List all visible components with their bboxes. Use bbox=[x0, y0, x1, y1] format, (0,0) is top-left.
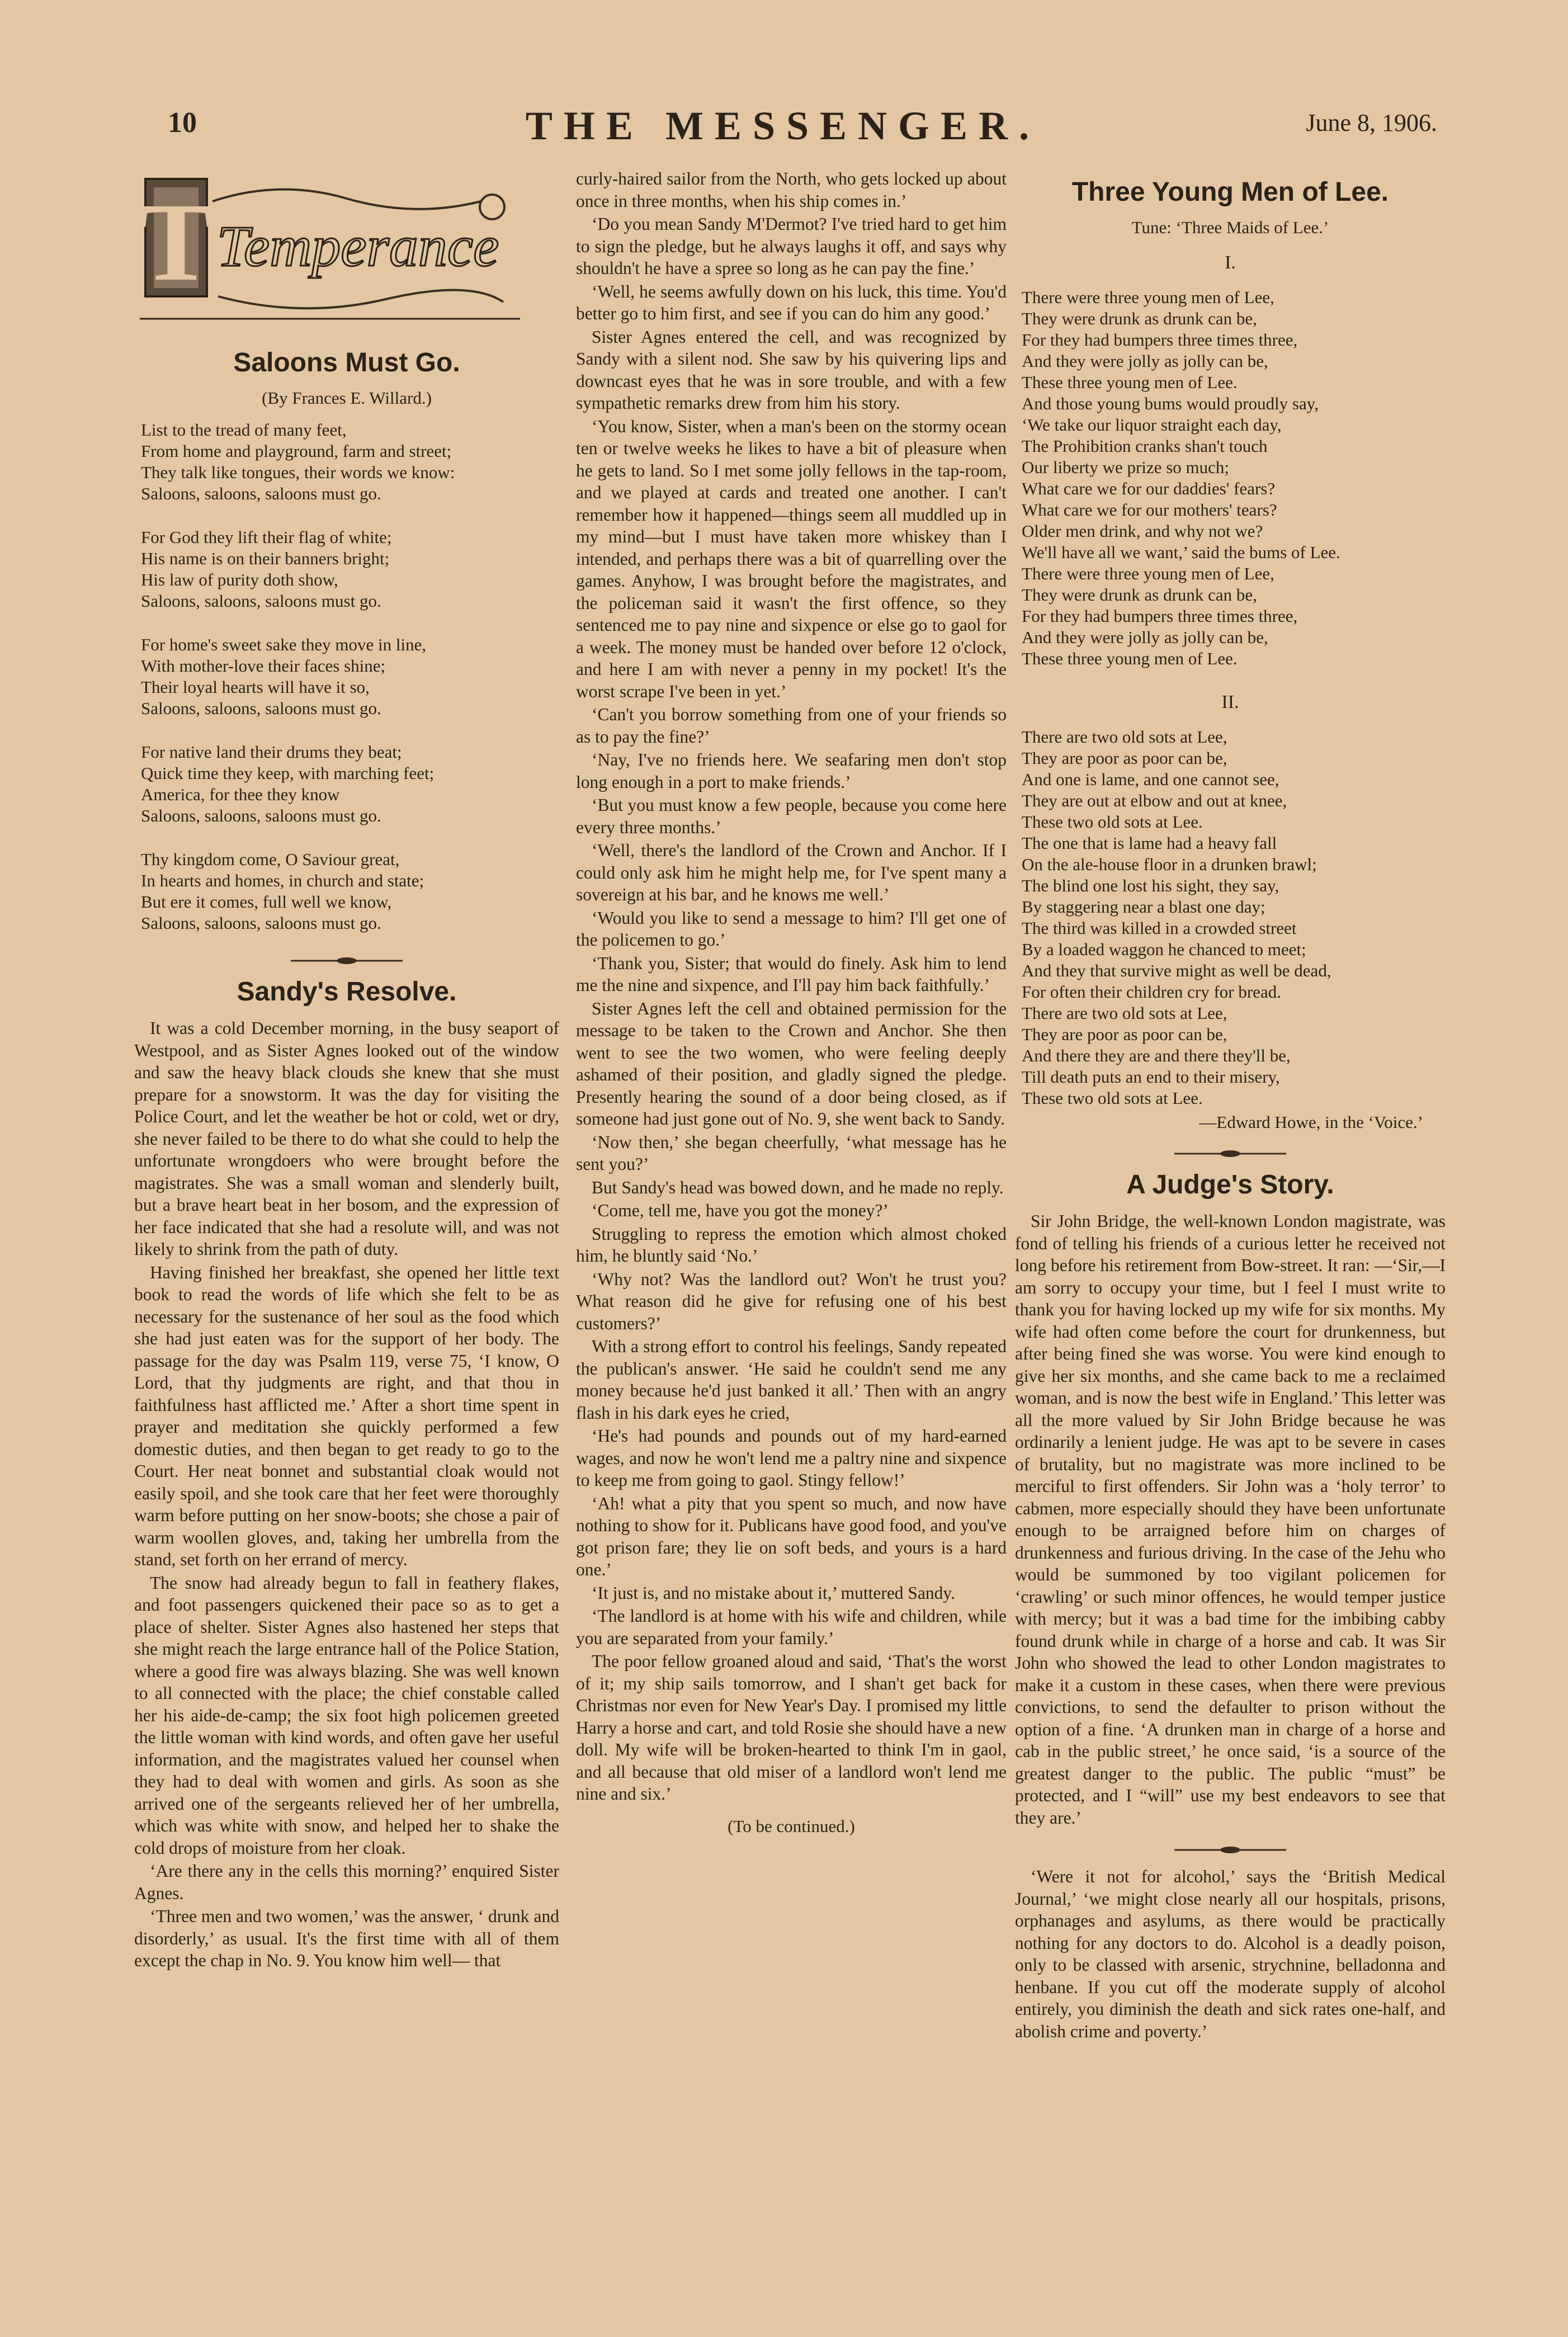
poem-line: On the ale-house floor in a drunken brawl; bbox=[1022, 854, 1317, 874]
poem-line: His law of purity doth show, bbox=[141, 570, 338, 589]
poem-line: What care we for our daddies' fears? bbox=[1022, 479, 1276, 498]
poem-line: They are poor as poor can be, bbox=[1022, 748, 1227, 768]
poem-line: The blind one lost his sight, they say, bbox=[1022, 876, 1279, 895]
paragraph: ‘Now then,’ she began cheerfully, ‘what message has he sent you?’ bbox=[576, 1132, 1007, 1174]
paragraph: ‘Nay, I've no friends here. We seafaring men don't stop long enough in a port to make friends.’ bbox=[576, 750, 1007, 792]
page-number: 10 bbox=[168, 107, 197, 139]
paragraph: ‘Why not? Was the landlord out? Won't he trust you? What reason did he give for refusing one of his best customers?’ bbox=[576, 1269, 1007, 1333]
stanza bbox=[134, 849, 559, 934]
page-header bbox=[0, 103, 1568, 151]
paragraph: ‘You know, Sister, when a man's been on the stormy ocean ten or twelve weeks he likes to have a bit of pleasure when he gets to land. So I met some jolly fellows in the tap-room, and we played at cards and treated one another. I can't remember how it happened—things seem all muddled up in my mind—but I must have taken more whiskey than I intended, and perhaps there was a bit of quarrelling over the games. Anyhow, I was brought before the magistrates, and the policeman said it wasn't the first offence, so they sentenced me to pay nine and sixpence or else go to gaol for a week. The money must be handed over before 12 o'clock, and here I am with never a penny in my pocket! It's the worst scrape I've been in yet.’ bbox=[576, 416, 1007, 701]
poem-line: For native land their drums they beat; bbox=[141, 742, 402, 762]
stanza bbox=[134, 742, 559, 827]
poem-line: For God they lift their flag of white; bbox=[141, 527, 392, 547]
paragraph: ‘The landlord is at home with his wife and children, while you are separated from your family.’ bbox=[576, 1606, 1007, 1648]
poem-line: America, for thee they know bbox=[141, 785, 340, 804]
lee-verse-1 bbox=[1015, 287, 1446, 669]
poem-line: For often their children cry for bread. bbox=[1022, 982, 1281, 1002]
logo-initial: T bbox=[139, 181, 214, 304]
paragraph: ‘But you must know a few people, because you come here every three months.’ bbox=[576, 795, 1007, 837]
column-1 bbox=[134, 168, 559, 1973]
paragraph: Sister Agnes entered the cell, and was recognized by Sandy with a silent nod. She saw by his quivering lips and downcast eyes that he was in sore trouble, and with a few sympathetic remarks drew from him his story. bbox=[576, 327, 1007, 413]
to-be-continued: (To be continued.) bbox=[728, 1816, 855, 1836]
saloons-byline: (By Frances E. Willard.) bbox=[262, 388, 432, 408]
lee-numeral-1: I. bbox=[1225, 252, 1236, 273]
poem-line: And they that survive might as well be dead, bbox=[1022, 961, 1331, 980]
poem-line: ‘We take our liquor straight each day, bbox=[1022, 415, 1282, 435]
bmj-text: ‘Were it not for alcohol,’ says the ‘British Medical Journal,’ ‘we might close nearly all our hospitals, prisons, orphanages and asylums, as there would be practically nothing for any doctors to do. Alcohol is a deadly poison, only to be classed with arsenic, strychnine, belladonna and henbane. If you cut off the moderate supply of alcohol entirely, you diminish the death and sick rates one-half, and abolish crime and poverty.’ bbox=[1015, 1867, 1446, 2041]
paragraph: But Sandy's head was bowed down, and he made no reply. bbox=[592, 1177, 1004, 1197]
logo-word: Temperance bbox=[216, 214, 499, 278]
stanza bbox=[134, 419, 559, 504]
divider bbox=[1015, 1845, 1446, 1854]
lee-numeral-2: II. bbox=[1221, 692, 1239, 712]
poem-line: Saloons, saloons, saloons must go. bbox=[141, 591, 381, 611]
poem-line: There are two old sots at Lee, bbox=[1022, 727, 1227, 747]
paragraph: ‘Thank you, Sister; that would do finely. Ask him to lend me the nine and sixpence, and I'll pay him back faithfully.’ bbox=[576, 953, 1007, 995]
poem-line: There were three young men of Lee, bbox=[1022, 287, 1274, 307]
column-2 bbox=[576, 168, 1007, 1848]
divider bbox=[1015, 1149, 1446, 1158]
paragraph: Struggling to repress the emotion which almost choked him, he bluntly said ‘No.’ bbox=[576, 1224, 1007, 1266]
poem-line: They are poor as poor can be, bbox=[1022, 1024, 1227, 1044]
paragraph: The snow had already begun to fall in feathery flakes, and foot passengers quickened their pace so as to get a place of shelter. Sister Agnes also hastened her steps that she might reach the large entrance hall of the Police Station, where a good fire was always blazing. She was well known to all connected with the place; the chief constable called her his aide-de-camp; the six foot high policemen greeted the little woman with kind words, and often gave her useful information, and the magistrates valued her counsel when they had to deal with women and girls. As soon as she arrived one of the sergeants relieved her of her umbrella, which was white with snow, and helped her to shake the cold drops of moisture from her cloak. bbox=[134, 1573, 559, 1858]
poem-line: By a loaded waggon he chanced to meet; bbox=[1022, 939, 1306, 959]
paragraph: With a strong effort to control his feelings, Sandy repeated the publican's answer. ‘He said he couldn't send me any money because he'd just banked it all.’ Then with an angry flash in his dark eyes he cried, bbox=[576, 1337, 1007, 1423]
paragraph: ‘Three men and two women,’ was the answer, ‘ drunk and disorderly,’ as usual. It's the first time with all of them except the chap in No. 9. You know him well— that bbox=[134, 1906, 559, 1970]
saloons-poem bbox=[134, 419, 559, 934]
poem-line: They are out at elbow and out at knee, bbox=[1022, 791, 1287, 810]
paragraph: ‘It just is, and no mistake about it,’ muttered Sandy. bbox=[592, 1583, 956, 1603]
poem-line: And one is lame, and one cannot see, bbox=[1022, 769, 1279, 789]
paragraph: ‘Are there any in the cells this morning?’ enquired Sister Agnes. bbox=[134, 1861, 559, 1903]
paragraph: Sister Agnes left the cell and obtained permission for the message to be taken to the Crown and Anchor. She then went to see the two women, who were feeling deeply ashamed of their position, and gladly signed the pledge. Presently hearing the sound of a door being closed, as if someone had just gone out of No. 9, she went back to Sandy. bbox=[576, 998, 1007, 1129]
poem-line: Thy kingdom come, O Saviour great, bbox=[141, 849, 400, 869]
column-3 bbox=[1015, 168, 1446, 2043]
poem-line: For they had bumpers three times three, bbox=[1022, 330, 1298, 350]
poem-line: The third was killed in a crowded street bbox=[1022, 918, 1297, 938]
sandy-story-part1 bbox=[134, 1017, 559, 1972]
poem-line: Till death puts an end to their misery, bbox=[1022, 1067, 1280, 1087]
saloons-title: Saloons Must Go. bbox=[233, 348, 460, 377]
poem-line: They were drunk as drunk can be, bbox=[1022, 585, 1257, 605]
poem-line: The one that is lame had a heavy fall bbox=[1022, 833, 1277, 853]
poem-line: Quick time they keep, with marching feet; bbox=[141, 763, 434, 783]
poem-line: Saloons, saloons, saloons must go. bbox=[141, 806, 381, 825]
stanza bbox=[134, 527, 559, 612]
poem-line: These two old sots at Lee. bbox=[1022, 1088, 1203, 1108]
poem-line: But ere it comes, full well we know, bbox=[141, 892, 392, 912]
poem-line: Our liberty we prize so much; bbox=[1022, 457, 1230, 477]
poem-line: By staggering near a blast one day; bbox=[1022, 897, 1265, 917]
poem-line: Saloons, saloons, saloons must go. bbox=[141, 698, 381, 718]
poem-line: Their loyal hearts will have it so, bbox=[141, 677, 370, 697]
masthead: THE MESSENGER. bbox=[525, 103, 1041, 148]
poem-line: His name is on their banners bright; bbox=[141, 549, 390, 568]
sandy-title: Sandy's Resolve. bbox=[237, 977, 457, 1007]
poem-line: We'll have all we want,’ said the bums of Lee. bbox=[1022, 542, 1340, 562]
paragraph: ‘He's had pounds and pounds out of my hard-earned wages, and now he won't lend me a paltry nine and sixpence to keep me from going to gaol. Stingy fellow!’ bbox=[576, 1426, 1007, 1490]
poem-line: In hearts and homes, in church and state; bbox=[141, 871, 424, 890]
poem-line: What care we for our mothers' tears? bbox=[1022, 500, 1277, 520]
poem-line: And they were jolly as jolly can be, bbox=[1022, 351, 1268, 371]
poem-line: And they were jolly as jolly can be, bbox=[1022, 627, 1268, 647]
paragraph: ‘Do you mean Sandy M'Dermot? I've tried hard to get him to sign the pledge, but he always laughs it off, and says why shouldn't he have a spree so long as he can pay the fine.’ bbox=[576, 214, 1007, 278]
paragraph: ‘Well, there's the landlord of the Crown and Anchor. If I could only ask him he might help me, for I've spent many a sovereign at his bar, and he knows me well.’ bbox=[576, 841, 1007, 904]
lee-verse-2 bbox=[1015, 726, 1446, 1109]
paragraph: ‘Can't you borrow something from one of your friends so as to pay the fine?’ bbox=[576, 705, 1007, 747]
poem-line: They were drunk as drunk can be, bbox=[1022, 309, 1257, 328]
lee-tune: Tune: ‘Three Maids of Lee.’ bbox=[1131, 218, 1329, 237]
divider bbox=[134, 956, 559, 965]
poem-line: For home's sweet sake they move in line, bbox=[141, 635, 427, 654]
poem-line: These two old sots at Lee. bbox=[1022, 812, 1203, 832]
poem-line: With mother-love their faces shine; bbox=[141, 656, 386, 676]
lee-signature: —Edward Howe, in the ‘Voice.’ bbox=[1199, 1112, 1423, 1132]
judge-title: A Judge's Story. bbox=[1126, 1170, 1334, 1200]
paragraph: ‘Would you like to send a message to him? I'll get one of the policemen to go.’ bbox=[576, 908, 1007, 950]
stanza bbox=[134, 634, 559, 719]
paragraph: ‘Come, tell me, have you got the money?’ bbox=[592, 1201, 889, 1220]
poem-line: These three young men of Lee. bbox=[1022, 372, 1238, 392]
poem-line: Saloons, saloons, saloons must go. bbox=[141, 484, 381, 503]
poem-line: And there they are and there they'll be, bbox=[1022, 1046, 1291, 1065]
poem-line: For they had bumpers three times three, bbox=[1022, 606, 1298, 626]
poem-line: List to the tread of many feet, bbox=[141, 420, 347, 440]
poem-line: From home and playground, farm and street; bbox=[141, 441, 452, 461]
paragraph: Having finished her breakfast, she opened her little text book to read the words of life which she felt to be as necessary for the sustenance of her soul as the food which she had just eaten was for the support of her body. The passage for the day was Psalm 119, verse 75, ‘I know, O Lord, that thy judgments are right, and that thou in faithfulness hast afflicted me.’ After a short time spent in prayer and meditation she quickly performed a few domestic duties, and then began to get ready to go to the Court. Her neat bonnet and substantial cloak would not easily spoil, and she took care that her feet were thoroughly warm before putting on her snow-boots; she chose a pair of warm woollen gloves, and, taking her umbrella from the stand, set forth on her errand of mercy. bbox=[134, 1262, 559, 1569]
lee-title: Three Young Men of Lee. bbox=[1071, 177, 1389, 207]
poem-line: And those young bums would proudly say, bbox=[1022, 394, 1319, 413]
poem-line: The Prohibition cranks shan't touch bbox=[1022, 436, 1268, 456]
poem-line: These three young men of Lee. bbox=[1022, 649, 1238, 668]
sandy-story-part2 bbox=[576, 168, 1007, 1805]
temperance-logo bbox=[134, 168, 526, 330]
paragraph: curly-haired sailor from the North, who gets locked up about once in three months, when his ship comes in.’ bbox=[576, 169, 1007, 211]
poem-line: Saloons, saloons, saloons must go. bbox=[141, 913, 381, 933]
paragraph: It was a cold December morning, in the busy seaport of Westpool, and as Sister Agnes looked out of the window and saw the heavy black clouds she knew that she must prepare for a snowstorm. It was the day for visiting the Police Court, and let the weather be hot or cold, wet or dry, she never failed to be there to do what she could to help the unfortunate wrongdoers who were brought before the magistrates. She was a small woman and slenderly built, but a brave heart beat in her bosom, and the expression of her face indicated that she had a resolute will, and was not likely to shrink from the path of duty. bbox=[134, 1018, 559, 1259]
poem-line: There are two old sots at Lee, bbox=[1022, 1003, 1227, 1023]
poem-line: There were three young men of Lee, bbox=[1022, 564, 1274, 583]
paragraph: ‘Ah! what a pity that you spent so much, and now have nothing to show for it. Publicans have good food, and you've got prison fare; they lie on soft beds, and yours is a hard one.’ bbox=[576, 1493, 1007, 1579]
paragraph: The poor fellow groaned aloud and said, ‘That's the worst of it; my ship sails tomorrow, and I shan't get back for Christmas nor even for New Year's Day. I promised my little Harry a horse and cart, and told Rosie she should have a new doll. My wife will be broken-hearted to think I'm in gaol, and all because that old miser of a landlord won't lend me nine and six.’ bbox=[576, 1651, 1007, 1803]
judge-text: Sir John Bridge, the well-known London magistrate, was fond of telling his friends of a curious letter he received not long before his retirement from Bow-street. It ran: —‘Sir,—I am sorry to occupy your time, but I feel I must write to thank you for having locked up my wife for six months. My wife had often come before the court for drunkenness, but after being fined she was worse. You were kind enough to give her six months, and she came back to me a reclaimed woman, and is now the best wife in England.’ This letter was all the more valued by Sir John Bridge because he was ordinarily a lenient judge. He was apt to be severe in cases of brutality, but no magistrate was more inclined to be merciful to first offenders. Sir John was a ‘holy terror’ to cabmen, more especially should they have been unfortunate enough to be arraigned before him on charges of drunkenness and furious driving. In the case of the Jehu who would be summoned by too vigilant policemen for ‘crawling’ or such minor offences, he would temper justice with mercy; but it was a bad time for the imbibing cabby found drunk while in charge of a horse and cab. It was Sir John who showed the lead to other London magistrates to make it a custom in these cases, when there were previous convictions, to send the defaulter to prison without the option of a fine. ‘A drunken man in charge of a horse and cab in the public street,’ he once said, ‘is a source of the greatest danger to the public. The public “must” be protected, and I “will” use my best endeavors to see that they are.’ bbox=[1015, 1211, 1446, 1828]
issue-date: June 8, 1906. bbox=[1306, 109, 1437, 136]
poem-line: Older men drink, and why not we? bbox=[1022, 521, 1263, 541]
poem-line: They talk like tongues, their words we know: bbox=[141, 462, 455, 482]
paragraph: ‘Well, he seems awfully down on his luck, this time. You'd better go to him first, and see if you can do him any good.’ bbox=[576, 281, 1007, 323]
